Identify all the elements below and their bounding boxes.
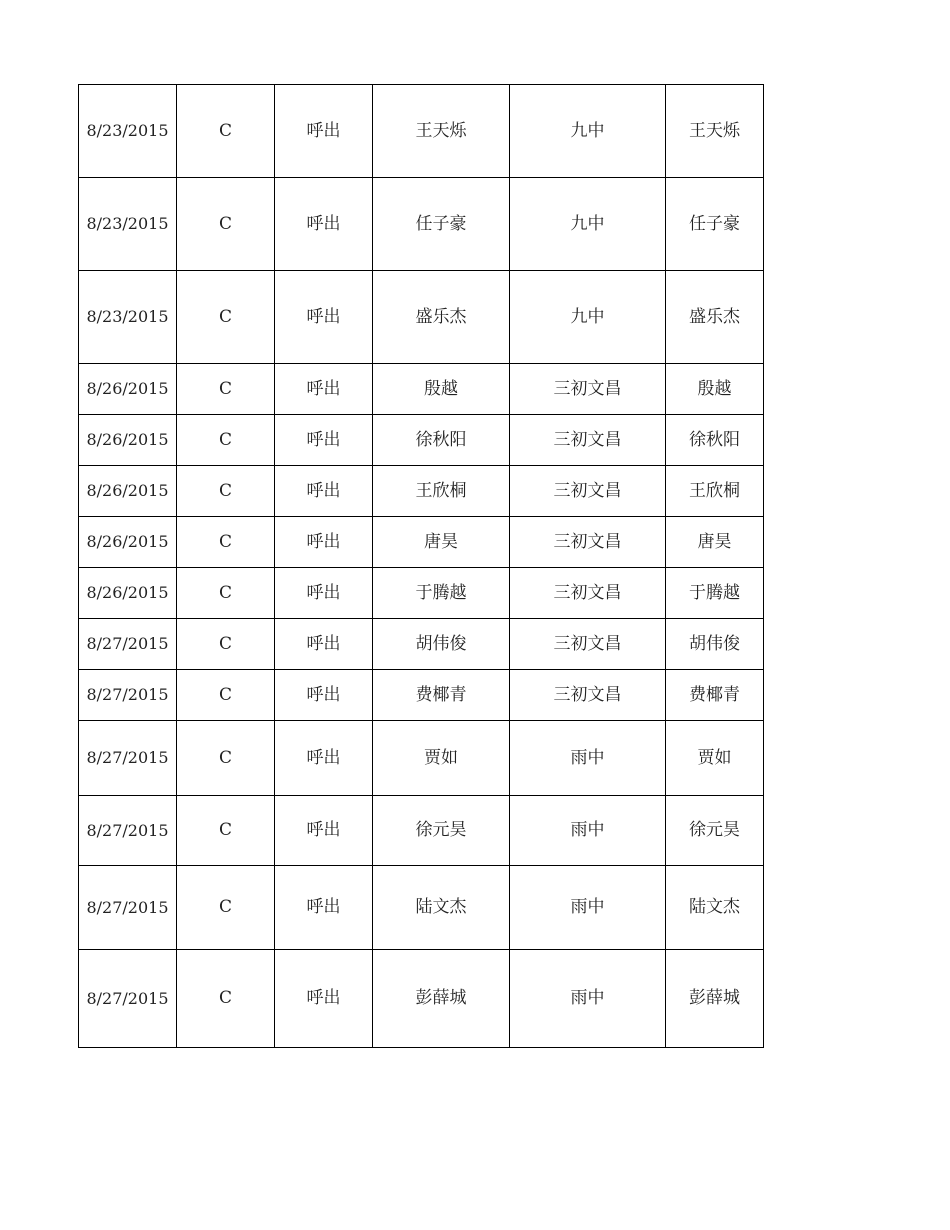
date-cell: 8/26/2015 [79, 568, 177, 619]
school-cell: 九中 [510, 85, 666, 178]
contact-name-cell: 费椰青 [666, 670, 764, 721]
date-cell: 8/23/2015 [79, 85, 177, 178]
direction-cell: 呼出 [275, 271, 373, 364]
school-cell: 九中 [510, 271, 666, 364]
direction-cell: 呼出 [275, 415, 373, 466]
table-row [79, 364, 764, 415]
school-cell: 雨中 [510, 950, 666, 1048]
direction-cell: 呼出 [275, 796, 373, 866]
direction-cell: 呼出 [275, 364, 373, 415]
direction-cell: 呼出 [275, 466, 373, 517]
school-cell: 三初文昌 [510, 619, 666, 670]
school-cell: 三初文昌 [510, 415, 666, 466]
date-cell: 8/23/2015 [79, 178, 177, 271]
contact-name-cell: 王欣桐 [666, 466, 764, 517]
contact-name-cell: 于腾越 [666, 568, 764, 619]
school-cell: 九中 [510, 178, 666, 271]
school-cell: 三初文昌 [510, 670, 666, 721]
direction-cell: 呼出 [275, 517, 373, 568]
school-cell: 雨中 [510, 721, 666, 796]
table-row [79, 796, 764, 866]
date-cell: 8/26/2015 [79, 517, 177, 568]
grade-cell: C [177, 950, 275, 1048]
table-row [79, 866, 764, 950]
student-name-cell: 唐昊 [373, 517, 510, 568]
student-name-cell: 于腾越 [373, 568, 510, 619]
date-cell: 8/27/2015 [79, 670, 177, 721]
table-row [79, 568, 764, 619]
school-cell: 三初文昌 [510, 568, 666, 619]
school-cell: 雨中 [510, 866, 666, 950]
contact-name-cell: 胡伟俊 [666, 619, 764, 670]
grade-cell: C [177, 866, 275, 950]
direction-cell: 呼出 [275, 619, 373, 670]
direction-cell: 呼出 [275, 85, 373, 178]
school-cell: 雨中 [510, 796, 666, 866]
table-row [79, 517, 764, 568]
grade-cell: C [177, 364, 275, 415]
date-cell: 8/27/2015 [79, 866, 177, 950]
table-row [79, 619, 764, 670]
date-cell: 8/26/2015 [79, 466, 177, 517]
grade-cell: C [177, 721, 275, 796]
school-cell: 三初文昌 [510, 517, 666, 568]
grade-cell: C [177, 517, 275, 568]
grade-cell: C [177, 415, 275, 466]
table-row [79, 670, 764, 721]
grade-cell: C [177, 796, 275, 866]
table-row [79, 85, 764, 178]
student-name-cell: 陆文杰 [373, 866, 510, 950]
grade-cell: C [177, 85, 275, 178]
student-name-cell: 任子豪 [373, 178, 510, 271]
table-row [79, 271, 764, 364]
contact-name-cell: 贾如 [666, 721, 764, 796]
date-cell: 8/23/2015 [79, 271, 177, 364]
grade-cell: C [177, 568, 275, 619]
student-name-cell: 胡伟俊 [373, 619, 510, 670]
contact-name-cell: 徐秋阳 [666, 415, 764, 466]
table-row [79, 466, 764, 517]
student-name-cell: 费椰青 [373, 670, 510, 721]
direction-cell: 呼出 [275, 178, 373, 271]
grade-cell: C [177, 619, 275, 670]
direction-cell: 呼出 [275, 670, 373, 721]
direction-cell: 呼出 [275, 568, 373, 619]
table-row [79, 950, 764, 1048]
grade-cell: C [177, 670, 275, 721]
grade-cell: C [177, 466, 275, 517]
school-cell: 三初文昌 [510, 466, 666, 517]
date-cell: 8/27/2015 [79, 950, 177, 1048]
student-name-cell: 贾如 [373, 721, 510, 796]
student-name-cell: 徐元昊 [373, 796, 510, 866]
date-cell: 8/27/2015 [79, 796, 177, 866]
contact-name-cell: 陆文杰 [666, 866, 764, 950]
contact-name-cell: 唐昊 [666, 517, 764, 568]
table-row [79, 178, 764, 271]
student-name-cell: 盛乐杰 [373, 271, 510, 364]
date-cell: 8/26/2015 [79, 364, 177, 415]
date-cell: 8/27/2015 [79, 619, 177, 670]
student-name-cell: 殷越 [373, 364, 510, 415]
direction-cell: 呼出 [275, 721, 373, 796]
student-name-cell: 王天烁 [373, 85, 510, 178]
student-name-cell: 徐秋阳 [373, 415, 510, 466]
school-cell: 三初文昌 [510, 364, 666, 415]
student-name-cell: 彭薛城 [373, 950, 510, 1048]
contact-name-cell: 王天烁 [666, 85, 764, 178]
contact-name-cell: 徐元昊 [666, 796, 764, 866]
contact-name-cell: 任子豪 [666, 178, 764, 271]
direction-cell: 呼出 [275, 950, 373, 1048]
date-cell: 8/27/2015 [79, 721, 177, 796]
call-log-table [78, 84, 764, 1048]
contact-name-cell: 彭薛城 [666, 950, 764, 1048]
contact-name-cell: 盛乐杰 [666, 271, 764, 364]
student-name-cell: 王欣桐 [373, 466, 510, 517]
table-row [79, 415, 764, 466]
grade-cell: C [177, 271, 275, 364]
table-row [79, 721, 764, 796]
date-cell: 8/26/2015 [79, 415, 177, 466]
grade-cell: C [177, 178, 275, 271]
contact-name-cell: 殷越 [666, 364, 764, 415]
direction-cell: 呼出 [275, 866, 373, 950]
